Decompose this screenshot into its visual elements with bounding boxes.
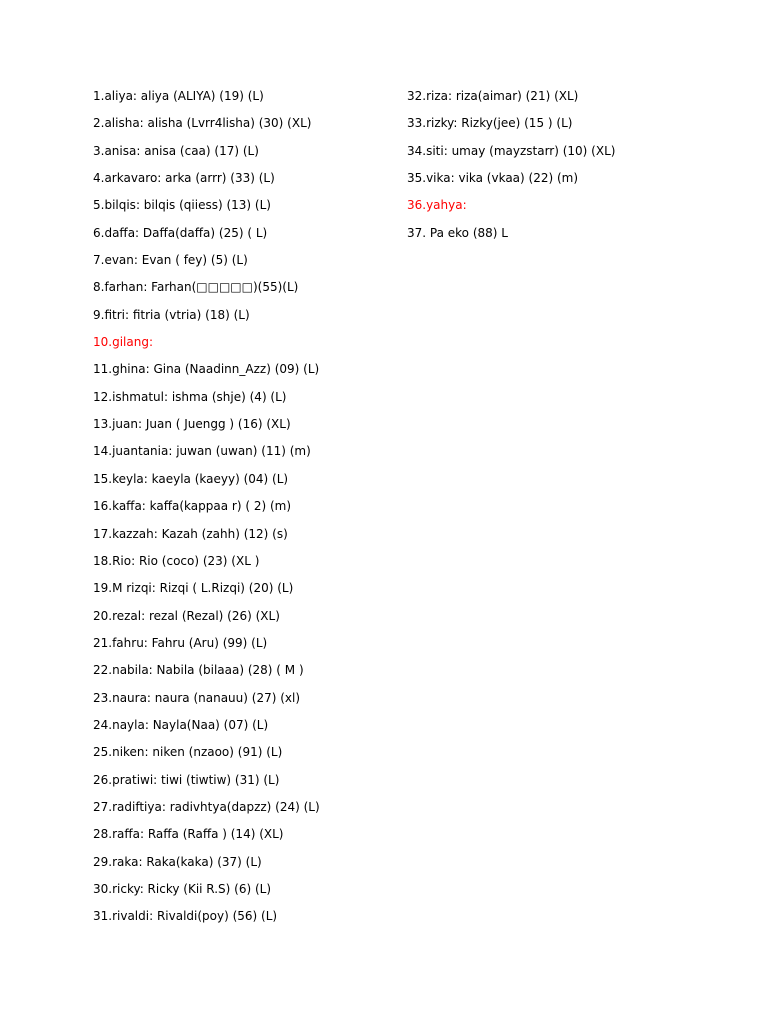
list-item: 35.vika: vika (vkaa) (22) (m)	[407, 171, 579, 186]
list-item: 19.M rizqi: Rizqi ( L.Rizqi) (20) (L)	[93, 581, 294, 596]
list-item: 25.niken: niken (nzaoo) (91) (L)	[93, 745, 283, 760]
list-item: 5.bilqis: bilqis (qiiess) (13) (L)	[93, 198, 271, 213]
list-item: 15.keyla: kaeyla (kaeyy) (04) (L)	[93, 471, 289, 486]
list-item: 17.kazzah: Kazah (zahh) (12) (s)	[93, 526, 288, 541]
list-item: 4.arkavaro: arka (arrr) (33) (L)	[93, 171, 275, 186]
list-item: 9.fitri: fitria (vtria) (18) (L)	[93, 307, 250, 322]
list-item: 1.aliya: aliya (ALIYA) (19) (L)	[93, 89, 264, 103]
list-item: 26.pratiwi: tiwi (tiwtiw) (31) (L)	[93, 772, 280, 787]
list-item: 20.rezal: rezal (Rezal) (26) (XL)	[93, 608, 280, 623]
list-item: 13.juan: Juan ( Juengg ) (16) (XL)	[93, 417, 291, 432]
list-item: 36.yahya:	[407, 198, 467, 213]
roster-right-column	[407, 87, 707, 251]
list-item: 23.naura: naura (nanauu) (27) (xl)	[93, 690, 301, 705]
roster-left-column	[93, 87, 393, 935]
list-item: 14.juantania: juwan (uwan) (11) (m)	[93, 444, 311, 459]
list-item: 7.evan: Evan ( fey) (5) (L)	[93, 253, 248, 268]
list-item: 29.raka: Raka(kaka) (37) (L)	[93, 854, 262, 869]
list-item: 32.riza: riza(aimar) (21) (XL)	[407, 89, 579, 103]
list-item: 11.ghina: Gina (Naadinn_Azz) (09) (L)	[93, 362, 320, 377]
list-item: 6.daffa: Daffa(daffa) (25) ( L)	[93, 225, 268, 240]
list-item: 2.alisha: alisha (Lvrr4lisha) (30) (XL)	[93, 116, 312, 131]
list-item: 28.raffa: Raffa (Raffa ) (14) (XL)	[93, 827, 284, 842]
list-item: 31.rivaldi: Rivaldi(poy) (56) (L)	[93, 909, 278, 924]
list-item: 12.ishmatul: ishma (shje) (4) (L)	[93, 389, 287, 404]
list-item: 22.nabila: Nabila (bilaaa) (28) ( M )	[93, 663, 304, 678]
list-item: 37. Pa eko (88) L	[407, 225, 508, 240]
list-item: 27.radiftiya: radivhtya(dapzz) (24) (L)	[93, 799, 320, 814]
list-item: 24.nayla: Nayla(Naa) (07) (L)	[93, 717, 269, 732]
list-item: 33.rizky: Rizky(jee) (15 ) (L)	[407, 116, 573, 131]
list-item: 3.anisa: anisa (caa) (17) (L)	[93, 143, 259, 158]
list-item: 21.fahru: Fahru (Aru) (99) (L)	[93, 635, 268, 650]
list-item: 18.Rio: Rio (coco) (23) (XL )	[93, 553, 260, 568]
list-item: 34.siti: umay (mayzstarr) (10) (XL)	[407, 143, 616, 158]
list-item: 8.farhan: Farhan(□□□□□)(55)(L)	[93, 280, 299, 295]
list-item: 16.kaffa: kaffa(kappaa r) ( 2) (m)	[93, 499, 292, 514]
list-item: 10.gilang:	[93, 335, 153, 350]
list-item: 30.ricky: Ricky (Kii R.S) (6) (L)	[93, 881, 271, 896]
